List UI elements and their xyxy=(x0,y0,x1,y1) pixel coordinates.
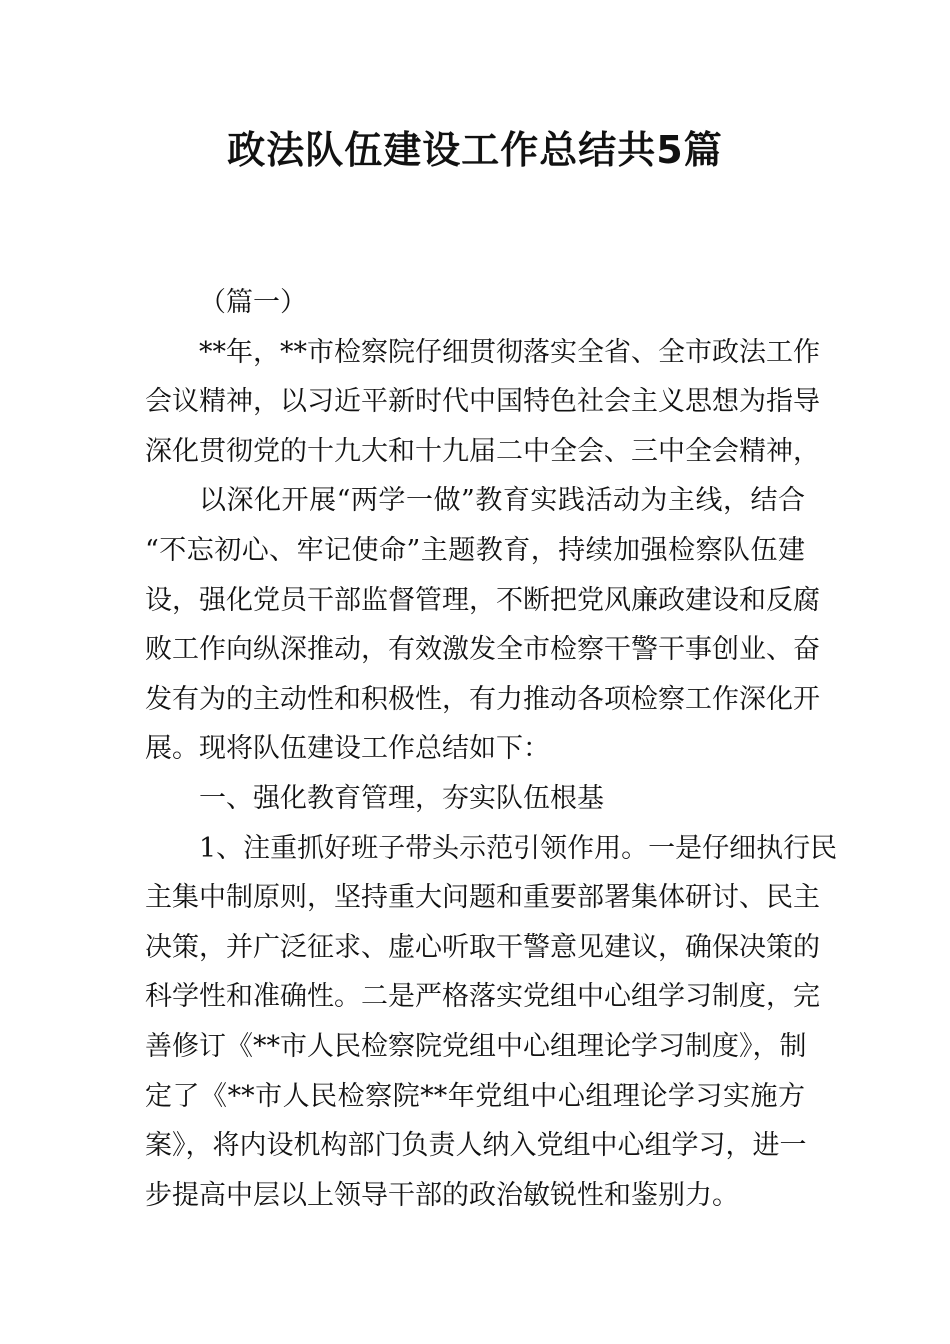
paragraph-line: 1、注重抓好班子带头示范引领作用。一是仔细执行民 xyxy=(199,832,838,864)
paragraph-line: 决策，并广泛征求、虚心听取干警意见建议，确保决策的 xyxy=(145,931,820,963)
document-title: 政法队伍建设工作总结共5篇 xyxy=(227,128,723,172)
paragraph-line: 败工作向纵深推动，有效激发全市检察干警干事创业、奋 xyxy=(145,634,820,666)
paragraph-line: 科学性和准确性。二是严格落实党组中心组学习制度，完 xyxy=(145,981,820,1013)
paragraph-line: 主集中制原则，坚持重大问题和重要部署集体研讨、民主 xyxy=(145,882,820,914)
paragraph-line: 深化贯彻党的十九大和十九届二中全会、三中全会精神， xyxy=(145,435,820,467)
paragraph-line: 设，强化党员干部监督管理，不断把党风廉政建设和反腐 xyxy=(145,584,820,616)
paragraph-line: 展。现将队伍建设工作总结如下： xyxy=(145,733,550,765)
paragraph-line: 发有为的主动性和积极性，有力推动各项检察工作深化开 xyxy=(145,683,820,715)
paragraph-line: “不忘初心、牢记使命”主题教育，持续加强检察队伍建 xyxy=(145,534,805,566)
paragraph-line: 步提高中层以上领导干部的政治敏锐性和鉴别力。 xyxy=(145,1179,739,1211)
document-body xyxy=(145,278,838,1220)
section-heading: 一、强化教育管理，夯实队伍根基 xyxy=(199,782,604,814)
section-label: （篇一） xyxy=(199,287,307,318)
paragraph-line: 以深化开展“两学一做”教育实践活动为主线，结合 xyxy=(199,485,805,517)
paragraph-line: 会议精神，以习近平新时代中国特色社会主义思想为指导 xyxy=(145,386,820,418)
paragraph-line: 善修订《**市人民检察院党组中心组理论学习制度》，制 xyxy=(145,1030,807,1062)
paragraph-line: 案》，将内设机构部门负责人纳入党组中心组学习，进一 xyxy=(145,1130,807,1162)
paragraph-line: 定了《**市人民检察院**年党组中心组理论学习实施方 xyxy=(145,1080,805,1112)
paragraph-line: **年，**市检察院仔细贯彻落实全省、全市政法工作 xyxy=(199,336,820,368)
